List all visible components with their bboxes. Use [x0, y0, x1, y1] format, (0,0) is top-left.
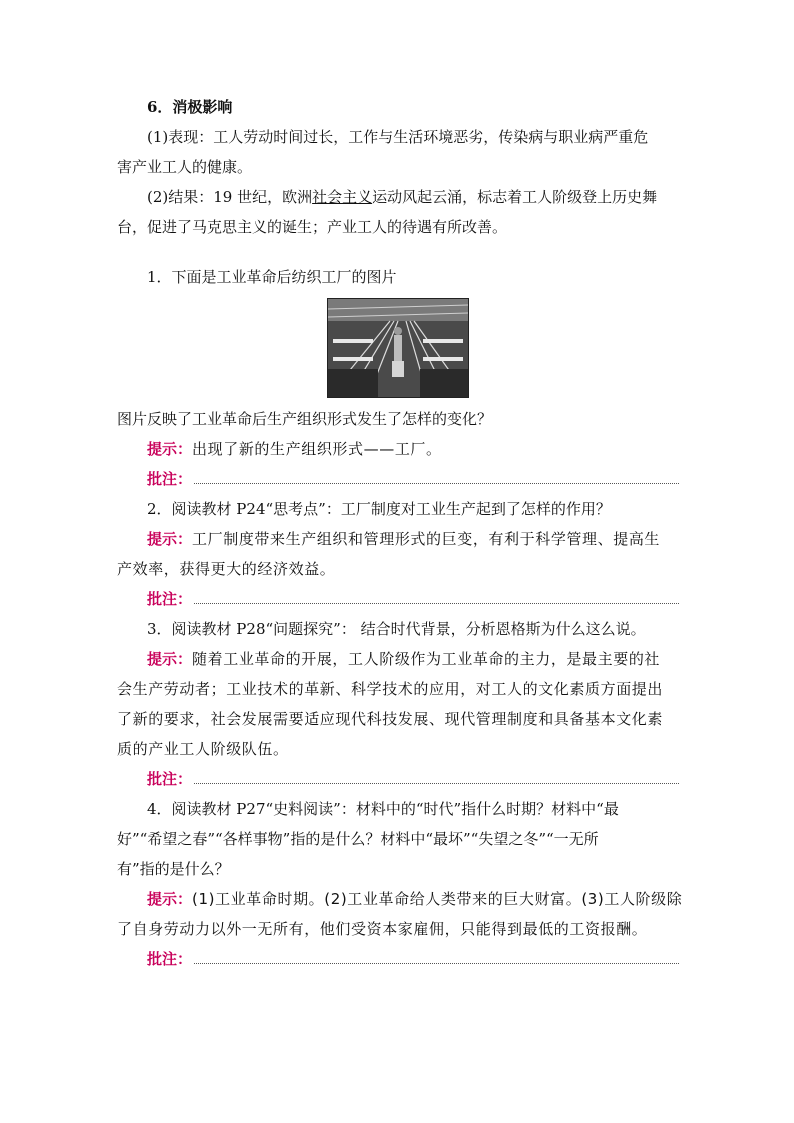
annotation-line[interactable] — [117, 464, 679, 494]
hint-label: 提示： — [147, 440, 193, 458]
hint-text: 随着工业革命的开展，工人阶级作为工业革命的主力，是最主要的社 — [192, 650, 661, 668]
paragraph-line: (1)表现：工人劳动时间过长，工作与生活环境恶劣，传染病与职业病严重危 — [147, 128, 649, 146]
annotation-dotted-line — [194, 589, 679, 604]
spacer — [117, 242, 679, 262]
hint-line — [117, 644, 679, 674]
hint-label: 提示： — [147, 530, 193, 548]
question-text: 图片反映了工业革命后生产组织形式发生了怎样的变化？ — [117, 410, 493, 428]
hint-line — [117, 884, 683, 914]
question-title: 好”“希望之春”“各样事物”指的是什么？材料中“最坏”“失望之冬”“一无所 — [117, 830, 599, 848]
underlined-term: 社会主义 — [312, 188, 373, 206]
paragraph-line: 台，促进了马克思主义的诞生；产业工人的待遇有所改善。 — [117, 218, 508, 236]
annotation-dotted-line — [194, 949, 679, 964]
annotation-label: 批注： — [147, 950, 193, 968]
figure-wrapper — [117, 298, 679, 398]
hint-line — [117, 434, 679, 464]
hint-line: 了新的要求，社会发展需要适应现代科技发展、现代管理制度和具备基本文化素 — [117, 710, 664, 728]
hint-line: 产效率，获得更大的经济效益。 — [117, 560, 336, 578]
textile-factory-photo — [327, 298, 469, 398]
hint-text: 工厂制度带来生产组织和管理形式的巨变，有利于科学管理、提高生 — [192, 530, 661, 548]
question-title: 有”指的是什么？ — [117, 860, 230, 878]
document-body — [117, 92, 683, 974]
text-span: (2)结果：19 世纪，欧洲 — [147, 188, 313, 206]
text-span: 运动风起云涌，标志着工人阶级登上历史舞 — [372, 188, 658, 206]
hint-text: (1)工业革命时期。(2)工业革命给人类带来的巨大财富。(3)工人阶级除 — [192, 890, 683, 908]
hint-line: 会生产劳动者；工业技术的革新、科学技术的应用，对工人的文化素质方面提出 — [117, 680, 664, 698]
annotation-label: 批注： — [147, 470, 193, 488]
hint-label: 提示： — [147, 890, 193, 908]
annotation-line[interactable] — [117, 764, 679, 794]
annotation-label: 批注： — [147, 590, 193, 608]
question-title: 2．阅读教材 P24“思考点”：工厂制度对工业生产起到了怎样的作用？ — [147, 500, 611, 518]
question-title: 4．阅读教材 P27“史料阅读”：材料中的“时代”指什么时期？材料中“最 — [147, 800, 619, 818]
annotation-line[interactable] — [117, 944, 679, 974]
annotation-line[interactable] — [117, 584, 679, 614]
section-heading: 6．消极影响 — [147, 98, 233, 116]
annotation-dotted-line — [194, 469, 679, 484]
paragraph-line: 害产业工人的健康。 — [117, 158, 253, 176]
question-title: 1．下面是工业革命后纺织工厂的图片 — [147, 268, 397, 286]
hint-line — [117, 524, 679, 554]
annotation-dotted-line — [194, 769, 679, 784]
annotation-label: 批注： — [147, 770, 193, 788]
hint-line: 了自身劳动力以外一无所有，他们受资本家雇佣，只能得到最低的工资报酬。 — [117, 920, 648, 938]
hint-label: 提示： — [147, 650, 193, 668]
hint-text: 出现了新的生产组织形式——工厂。 — [192, 440, 442, 458]
hint-line: 质的产业工人阶级队伍。 — [117, 740, 289, 758]
question-title: 3．阅读教材 P28“问题探究”： 结合时代背景，分析恩格斯为什么这么说。 — [147, 620, 646, 638]
paragraph-line — [117, 182, 679, 212]
